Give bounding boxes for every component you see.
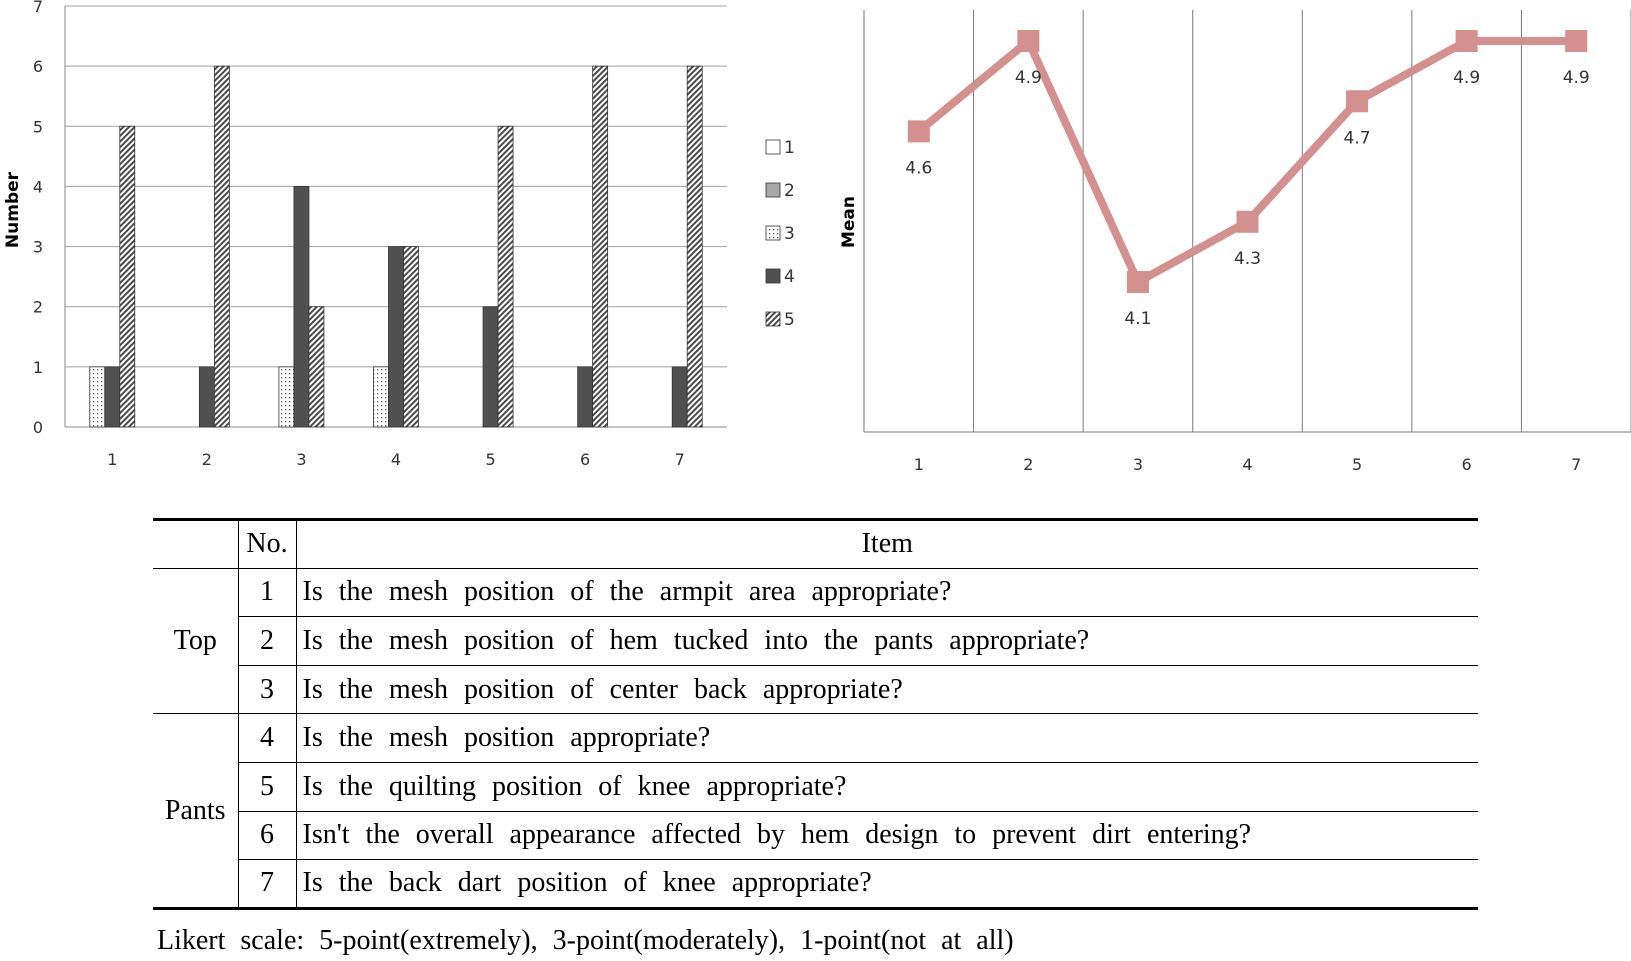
header-item: Item	[296, 520, 1478, 569]
table-row	[153, 617, 1478, 666]
row-number: 4	[238, 714, 296, 763]
table-row	[153, 665, 1478, 714]
line-x-tick-label: 2	[1023, 455, 1034, 474]
table-header-row	[153, 520, 1478, 569]
line-x-ticks	[914, 455, 1582, 474]
line-x-tick-label: 4	[1242, 455, 1253, 474]
bar-y-tick-label: 4	[32, 177, 43, 197]
line-x-tick-label: 6	[1461, 455, 1472, 474]
header-group	[153, 520, 238, 569]
line-x-tick-label: 1	[913, 455, 924, 474]
line-x-tick-label: 7	[1571, 455, 1582, 474]
bar-y-tick-label: 7	[32, 0, 43, 16]
line-marker-4	[1237, 211, 1259, 233]
table-footnote: Likert scale: 5-point(extremely), 3-point(moderately), 1-point(not at all)	[157, 925, 1014, 956]
bar-y-tick-label: 2	[32, 297, 43, 317]
bar-x-tick-label: 4	[390, 450, 402, 469]
line-marker-5	[1346, 90, 1368, 112]
row-number: 6	[238, 811, 296, 860]
line-marker-2	[1017, 30, 1039, 52]
bar-x-tick-label: 1	[107, 450, 118, 469]
bar-y-tick-label: 0	[32, 418, 43, 437]
bar-x-tick-label: 3	[296, 450, 307, 469]
legend-label-5: 5	[784, 310, 795, 330]
row-number: 5	[238, 762, 296, 811]
table-row	[153, 762, 1478, 811]
bar-x-tick-label: 7	[674, 450, 685, 469]
legend-label-2: 2	[784, 181, 795, 201]
line-y-axis-title: Mean	[839, 195, 859, 249]
line-x-tick-label: 5	[1351, 455, 1363, 474]
bar-x-tick-label: 6	[580, 450, 591, 469]
line-data-label-2: 4.9	[1014, 68, 1042, 88]
line-marker-1	[908, 120, 930, 142]
bar-y-tick-label: 6	[32, 57, 43, 77]
line-data-label-3: 4.1	[1124, 309, 1152, 329]
table-row	[153, 568, 1478, 617]
row-number: 7	[238, 860, 296, 909]
items-table-wrapper	[153, 518, 1478, 910]
line-data-label-1: 4.6	[905, 158, 933, 179]
line-data-label-4: 4.3	[1233, 248, 1262, 269]
row-item: Is the back dart position of knee appropriate?	[296, 860, 1478, 909]
row-item: Is the mesh position appropriate?	[296, 714, 1478, 763]
line-data-labels	[905, 68, 1589, 329]
row-number: 1	[238, 568, 296, 617]
items-table	[153, 518, 1478, 910]
group-label: Top	[153, 568, 238, 714]
bar-y-tick-label: 3	[32, 237, 43, 257]
row-item: Is the quilting position of knee appropriate?	[296, 762, 1478, 811]
bar-y-tick-label: 1	[32, 357, 43, 377]
group-label: Pants	[153, 714, 238, 908]
table-row	[153, 811, 1478, 860]
line-data-label-5: 4.7	[1343, 128, 1371, 149]
line-data-label-7: 4.9	[1562, 68, 1590, 88]
line-data-label-6: 4.9	[1453, 68, 1481, 88]
row-item: Is the mesh position of center back appropriate?	[296, 665, 1478, 714]
line-x-tick-label: 3	[1132, 455, 1144, 474]
row-item: Isn't the overall appearance affected by hem design to prevent dirt entering?	[296, 811, 1478, 860]
legend-label-4: 4	[784, 267, 795, 287]
row-item: Is the mesh position of hem tucked into the pants appropriate?	[296, 617, 1478, 666]
legend-label-1: 1	[784, 138, 795, 158]
line-marker-6	[1456, 30, 1478, 52]
line-marker-7	[1565, 30, 1587, 52]
row-number: 2	[238, 617, 296, 666]
line-marker-3	[1127, 271, 1149, 293]
items-table-body	[153, 520, 1478, 909]
bar-x-tick-label: 2	[201, 450, 212, 469]
bar-x-tick-label: 5	[485, 450, 496, 469]
header-no: No.	[238, 520, 296, 569]
bar-y-tick-label: 5	[32, 117, 43, 137]
bar-y-axis-title: Number	[3, 171, 23, 249]
table-row	[153, 860, 1478, 909]
row-number: 3	[238, 665, 296, 714]
legend-label-3: 3	[784, 224, 795, 244]
row-item: Is the mesh position of the armpit area appropriate?	[296, 568, 1478, 617]
table-row	[153, 714, 1478, 763]
